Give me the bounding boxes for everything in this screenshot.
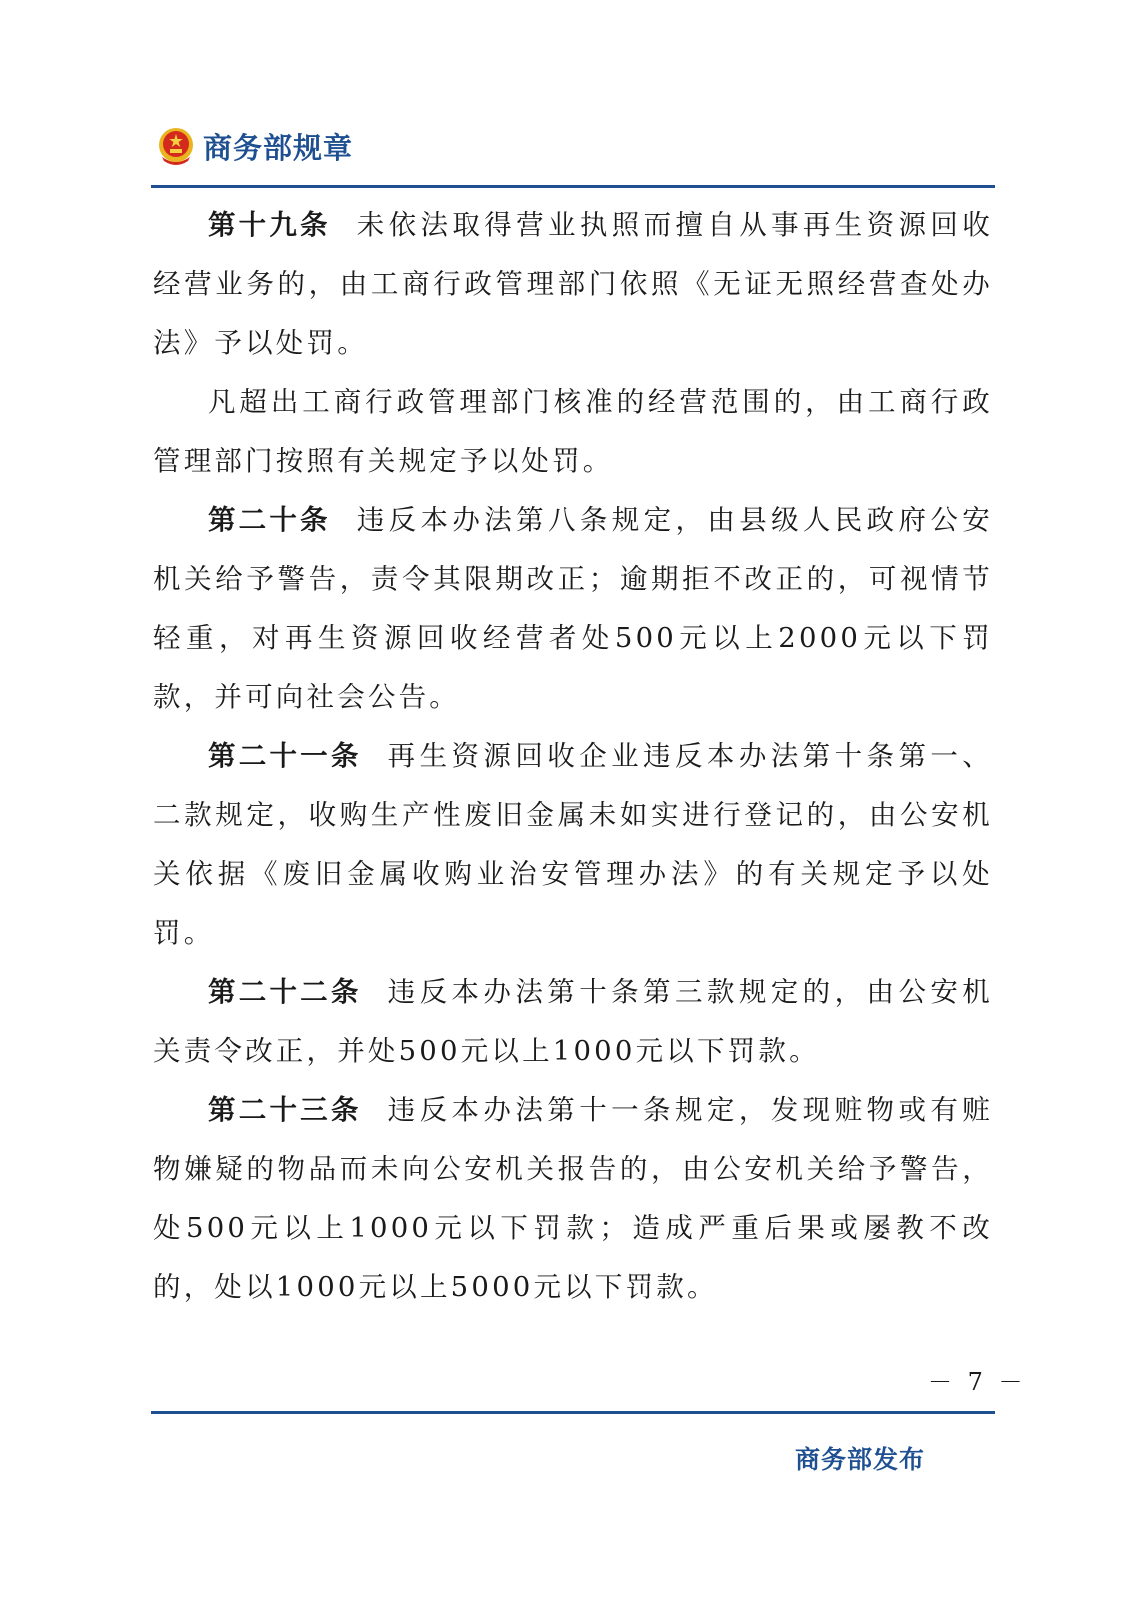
article-label: 第二十条	[208, 504, 331, 536]
article-text: 违反本办法第八条规定，由县级人民政府公安机关给予警告，责令其限期改正；逾期拒不改正的，可视情节轻重，对再生资源回收经营者处500元以上2000元以下罚款，并可向社会公告。	[153, 504, 994, 713]
article-text: 未依法取得营业执照而擅自从事再生资源回收经营业务的，由工商行政管理部门依照《无证无照经营查处办法》予以处罚。	[153, 209, 994, 359]
article-text: 违反本办法第十一条规定，发现赃物或有赃物嫌疑的物品而未向公安机关报告的，由公安机关给予警告，处500元以上1000元以下罚款；造成严重后果或屡教不改的，处以1000元以上5000元以下罚款。	[153, 1094, 993, 1303]
article-paragraph	[153, 727, 993, 963]
article-label: 第十九条	[208, 209, 331, 241]
header-title: 商务部规章	[203, 130, 354, 165]
page-header	[155, 124, 353, 168]
article-label: 第二十一条	[208, 740, 362, 772]
article-paragraph	[153, 196, 993, 373]
article-text: 违反本办法第十条第三款规定的，由公安机关责令改正，并处500元以上1000元以下罚款。	[153, 976, 993, 1067]
article-paragraph	[153, 1081, 993, 1317]
article-paragraph	[153, 491, 993, 727]
page-number: － 7 －	[928, 1368, 1027, 1396]
article-paragraph	[153, 373, 993, 491]
national-emblem-icon	[155, 125, 197, 167]
document-body	[153, 196, 993, 1317]
article-text: 再生资源回收企业违反本办法第十条第一、二款规定，收购生产性废旧金属未如实进行登记的，由公安机关依据《废旧金属收购业治安管理办法》的有关规定予以处罚。	[153, 740, 993, 949]
article-label: 第二十三条	[208, 1094, 362, 1126]
article-text: 凡超出工商行政管理部门核准的经营范围的，由工商行政管理部门按照有关规定予以处罚。	[153, 386, 993, 477]
footer-divider	[151, 1411, 995, 1414]
article-label: 第二十二条	[208, 976, 362, 1008]
article-paragraph	[153, 963, 993, 1081]
header-divider	[151, 185, 995, 188]
footer-publisher: 商务部发布	[795, 1445, 926, 1474]
